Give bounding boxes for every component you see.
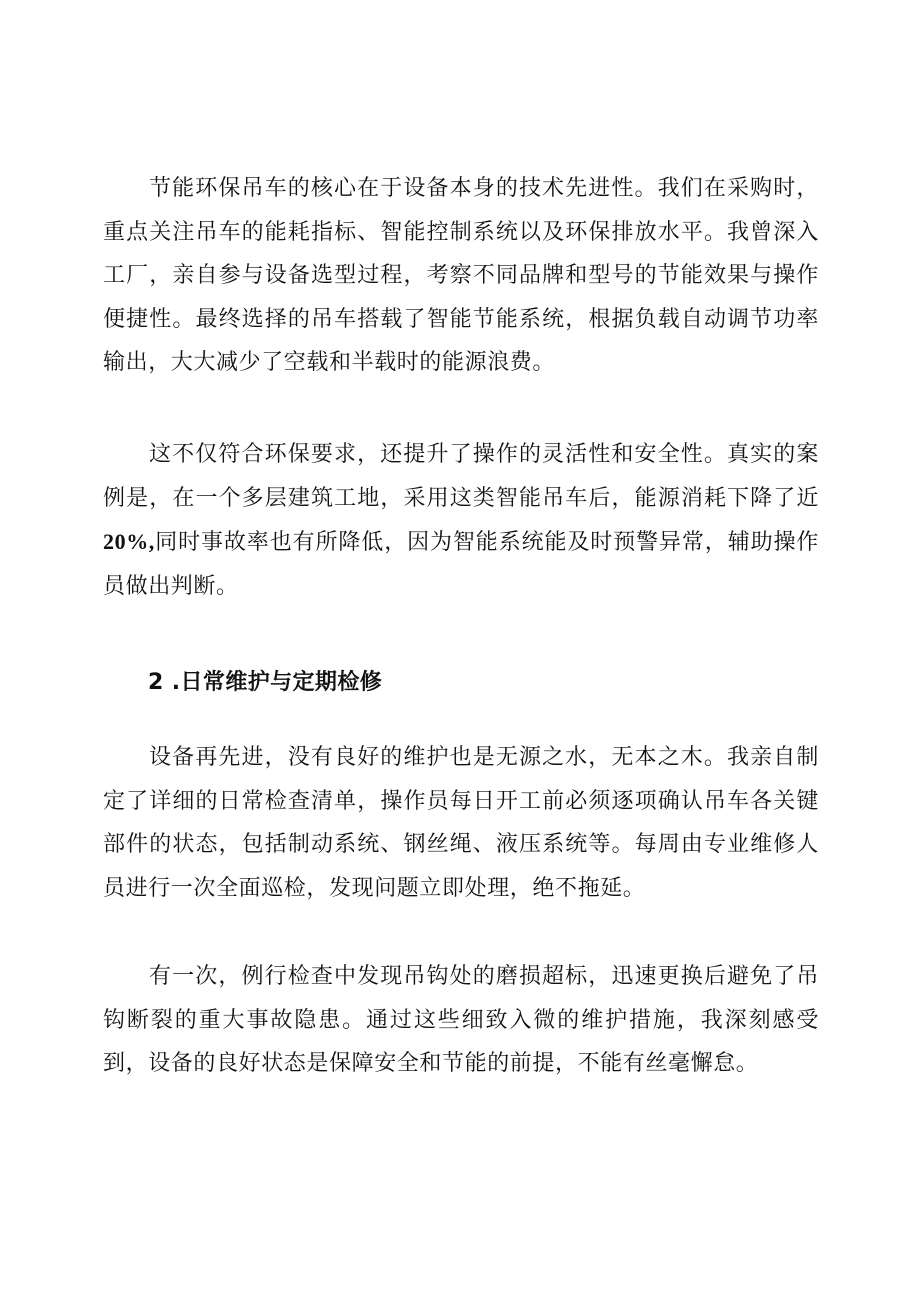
paragraph-case-study-text-after: 同时事故率也有所降低，因为智能系统能及时预警异常，辅助操作员做出判断。 xyxy=(103,530,819,599)
paragraph-equipment-technology: 节能环保吊车的核心在于设备本身的技术先进性。我们在采购时，重点关注吊车的能耗指标、智能控制系统以及环保排放水平。我曾深入工厂，亲自参与设备选型过程，考察不同品牌和型号的节能效果与操作便捷性。最终选择的吊车搭载了智能节能系统，根据负载自动调节功率输出，大大减少了空载和半载时的能源浪费。 xyxy=(103,176,819,375)
energy-reduction-percentage: 20%, xyxy=(103,529,155,554)
paragraph-case-study xyxy=(103,433,819,608)
section-heading-maintenance: 2 .日常维护与定期检修 xyxy=(148,670,383,695)
paragraph-case-study-text-before: 这不仅符合环保要求，还提升了操作的灵活性和安全性。真实的案例是，在一个多层建筑工地，采用这类智能吊车后，能源消耗下降了近 xyxy=(103,442,819,511)
paragraph-hook-inspection: 有一次，例行检查中发现吊钩处的磨损超标，迅速更换后避免了吊钩断裂的重大事故隐患。通过这些细致入微的维护措施，我深刻感受到，设备的良好状态是保障安全和节能的前提，不能有丝毫懈怠。 xyxy=(103,964,819,1076)
paragraph-daily-checklist: 设备再先进，没有良好的维护也是无源之水，无本之木。我亲自制定了详细的日常检查清单，操作员每日开工前必须逐项确认吊车各关键部件的状态，包括制动系统、钢丝绳、液压系统等。每周由专业维修人员进行一次全面巡检，发现问题立即处理，绝不拖延。 xyxy=(103,745,819,901)
